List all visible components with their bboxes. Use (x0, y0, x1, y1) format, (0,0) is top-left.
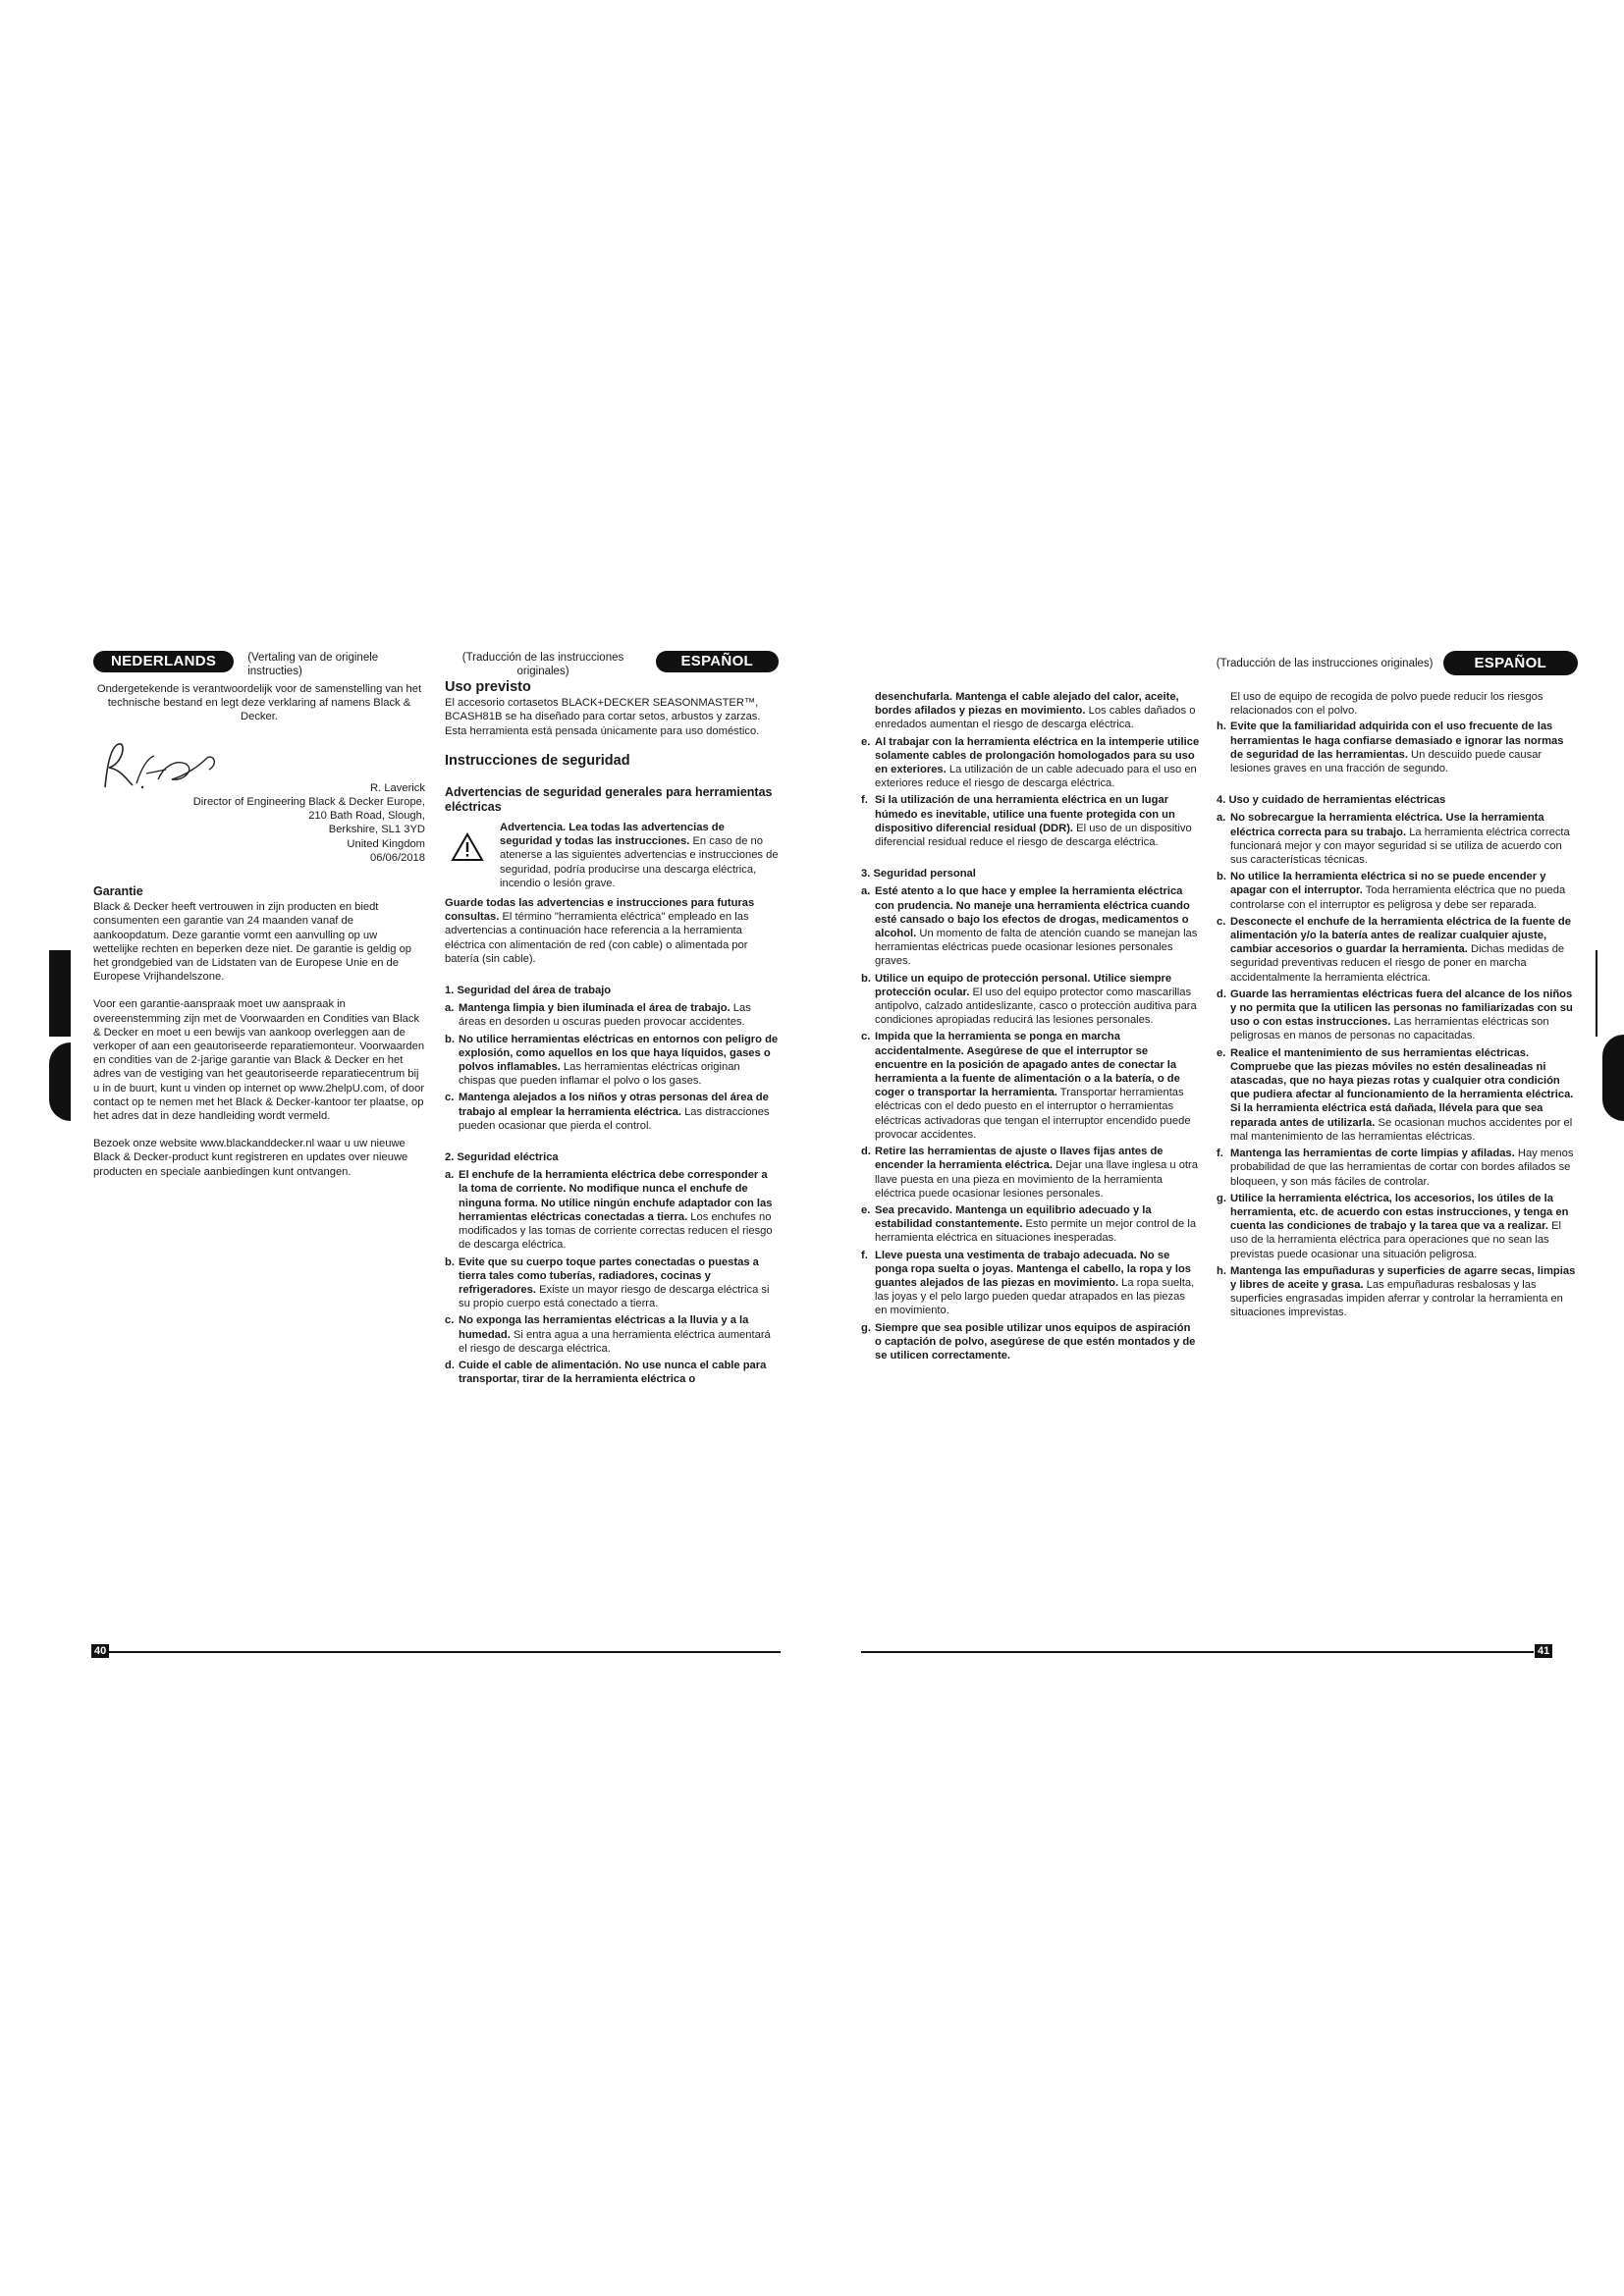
list-item-letter: e. (861, 735, 871, 748)
list-item-text: Dichas medidas de seguridad preventivas reducen el riesgo de poner en marcha accidentalmente la herramienta eléctrica. (1230, 943, 1565, 984)
list-item (1217, 1046, 1578, 1144)
list-item-bold: No utilice herramientas eléctricas en entornos con peligro de explosión, como aquellos en los que haya líquidos, gases o polvos inflamables. (459, 1033, 779, 1074)
declaration-text: Ondergetekende is verantwoordelijk voor de samenstelling van het technische bestand en legt deze verklaring af namens Black & Decker. (96, 683, 422, 723)
section-3-list (861, 884, 1200, 1362)
es-header-note: (Traducción de las instrucciones originales) (461, 652, 624, 677)
section-1-title: 1. Seguridad del área de trabajo (445, 985, 612, 997)
list-item-letter: a. (445, 1169, 455, 1182)
list-item (1217, 1264, 1578, 1320)
list-item-text: La ropa suelta, las joyas y el pelo largo pueden quedar atrapados en las piezas en movimiento. (875, 1276, 1195, 1317)
list-item (445, 1001, 779, 1029)
list-item-letter: b. (1217, 871, 1226, 883)
section-4-title: 4. Uso y cuidado de herramientas eléctricas (1217, 794, 1446, 807)
list-item-bold: Al trabajar con la herramienta eléctrica en la intemperie utilice solamente cables de prolongación homologados para su uso en exteriores. (875, 735, 1200, 776)
list-item-bold: No sobrecargue la herramienta eléctrica. Use la herramienta eléctrica correcta para su trabajo. (1230, 812, 1544, 838)
list-item (445, 1091, 779, 1133)
list-item-letter: c. (445, 1314, 455, 1327)
list-item-bold: Evite que la familiaridad adquirida con el uso frecuente de las herramientas le haga confiarse demasiado e ignorar las normas de seguridad de las herramientas. (1230, 721, 1564, 761)
list-item-bold: Mantenga las herramientas de corte limpias y afiladas. (1230, 1148, 1515, 1160)
right-page (812, 0, 1624, 2296)
list-item-letter: c. (445, 1092, 455, 1104)
list-item (1217, 811, 1578, 867)
right-language-badge: ESPAÑOL (1443, 651, 1579, 675)
list-item-bold: Esté atento a lo que hace y emplee la herramienta eléctrica con prudencia. No maneje una herramienta eléctrica cuando esté cansado o bajo los efectos de drogas, medicamentos o alcohol. (875, 885, 1190, 940)
list-item (445, 1255, 779, 1311)
list-item-bold: Lleve puesta una vestimenta de trabajo adecuada. No se ponga ropa suelta o joyas. Mantenga el cabello, la ropa y los guantes alejados de las piezas en movimiento. (875, 1249, 1192, 1289)
section-2-list (445, 1168, 779, 1386)
instrucciones-seguridad-title: Instrucciones de seguridad (445, 752, 630, 769)
section-1-list (445, 1001, 779, 1133)
list-item-text: Las áreas en desorden u oscuras pueden provocar accidentes. (459, 1002, 751, 1029)
list-item-letter: c. (1217, 915, 1226, 928)
list-item (861, 884, 1200, 968)
es-language-badge: ESPAÑOL (656, 651, 780, 672)
list-item (861, 1321, 1200, 1363)
list-item (1217, 720, 1578, 775)
list-item (861, 1145, 1200, 1201)
list-item-text: La utilización de un cable adecuado para el uso en exteriores reduce el riesgo de descarga eléctrica. (875, 764, 1197, 790)
list-item-text: Las distracciones pueden ocasionar que pierda el control. (459, 1105, 770, 1132)
list-item-text: Las herramientas eléctricas originan chispas que pueden inflamar el polvo o los gases. (459, 1061, 740, 1088)
list-item-text: Los enchufes no modificados y las tomas de corriente correctas reducen el riesgo de descarga eléctrica. (459, 1210, 773, 1252)
list-item (861, 1030, 1200, 1142)
right-column-1 (861, 690, 1200, 1365)
list-item-text: Hay menos probabilidad de que las herramientas de cortar con bordes afilados se bloqueen, y son más fáciles de controlar. (1230, 1148, 1574, 1188)
continued-item-d: desenchufarla. Mantenga el cable alejado del calor, aceite, bordes afilados y piezas en movimiento. Los cables dañados o enredados aumentan el riesgo de descarga eléctrica. (875, 691, 1196, 731)
list-item-text: Existe un mayor riesgo de descarga eléctrica si su propio cuerpo está conectado a tierra. (459, 1283, 770, 1310)
list-item (1217, 1192, 1578, 1261)
list-item-letter: h. (1217, 1264, 1226, 1277)
list-item-bold: Guarde las herramientas eléctricas fuera del alcance de los niños y no permita que la utilicen las personas no familiarizadas con su uso o con estas instrucciones. (1230, 988, 1573, 1029)
list-item-letter: c. (861, 1031, 871, 1043)
edge-line-right (1596, 950, 1597, 1037)
nl-column (93, 651, 425, 1179)
list-item-text: El uso de la herramienta eléctrica para operaciones que no sean las previstas puede ocasionar una situación peligrosa. (1230, 1220, 1562, 1260)
left-footer-rule (108, 1651, 781, 1653)
list-item-bold: Realice el mantenimiento de sus herramientas eléctricas. Compruebe que las piezas móviles no estén desalineadas ni atascadas, que no haya piezas rotas y cualquier otra condición que pudiera afectar al funcionamiento de la herramienta eléctrica. Si la herramienta eléctrica está dañada, llévela para que sea reparada antes de utilizarla. (1230, 1046, 1574, 1129)
list-item-text: Si entra agua a una herramienta eléctrica aumentará el riesgo de descarga eléctrica. (459, 1328, 771, 1355)
garantie-paragraph-3: Bezoek onze website www.blackanddecker.nl waar u uw nieuwe Black & Decker-product kunt registreren en updates over nieuwe producten en speciale aanbiedingen kunt ontvangen. (93, 1138, 408, 1178)
list-item-text: Las herramientas eléctricas son peligrosas en manos de personas no capacitadas. (1230, 1016, 1549, 1042)
section-2-title: 2. Seguridad eléctrica (445, 1151, 559, 1164)
list-item-letter: a. (861, 885, 871, 898)
list-item-letter: h. (1217, 721, 1226, 733)
list-item-letter: e. (1217, 1046, 1226, 1059)
list-item (1217, 870, 1578, 912)
nl-header-note: (Vertaling van de originele instructies) (247, 652, 379, 677)
list-item-letter: d. (1217, 988, 1226, 1000)
list-item (861, 1249, 1200, 1318)
warning-triangle-icon (451, 832, 484, 862)
list-item (861, 735, 1200, 791)
right-header-note: (Traducción de las instrucciones originales) (1216, 657, 1434, 669)
list-item-text: La herramienta eléctrica correcta funcionará mejor y con mayor seguridad si se utiliza de acuerdo con sus características técnicas. (1230, 826, 1570, 867)
list-item-letter: e. (861, 1203, 871, 1216)
list-item-bold: El enchufe de la herramienta eléctrica debe corresponder a la toma de corriente. No modifique nunca el enchufe de ninguna forma. No utilice ningún enchufe adaptador con las herramientas eléctricas conectadas a tierra. (459, 1169, 773, 1223)
list-item-bold: No exponga las herramientas eléctricas a la lluvia y a la humedad. (459, 1314, 749, 1341)
list-item-bold: No utilice la herramienta eléctrica si no se puede encender y apagar con el interruptor. (1230, 871, 1546, 897)
list-item-bold: Cuide el cable de alimentación. No use nunca el cable para transportar, tirar de la herramienta eléctrica o (459, 1359, 767, 1386)
list-item-text: Se ocasionan muchos accidentes por el mal mantenimiento de las herramientas eléctricas. (1230, 1116, 1573, 1143)
list-item (861, 972, 1200, 1028)
section-4-list (1217, 811, 1578, 1319)
list-item-text: Esto permite un mejor control de la herramienta eléctrica en situaciones inesperadas. (875, 1218, 1197, 1245)
list-item-letter: f. (861, 794, 868, 807)
list-item-bold: Retire las herramientas de ajuste o llaves fijas antes de encender la herramienta eléctrica. (875, 1146, 1164, 1172)
es-column-left-page (445, 651, 779, 1389)
list-item (1217, 1147, 1578, 1189)
list-item-bold: Desconecte el enchufe de la herramienta eléctrica de la fuente de alimentación y/o la batería antes de realizar cualquier ajuste, cambiar accesorios o guardar la herramienta. (1230, 915, 1571, 956)
list-item-letter: f. (861, 1249, 868, 1261)
list-item-letter: b. (445, 1033, 455, 1045)
list-item-bold: Utilice un equipo de protección personal. Utilice siempre protección ocular. (875, 972, 1172, 998)
list-item (1217, 988, 1578, 1043)
list-item-text: Dejar una llave inglesa u otra llave puesta en una pieza en movimiento de la herramienta eléctrica puede ocasionar lesiones personales. (875, 1159, 1198, 1200)
list-item-bold: Siempre que sea posible utilizar unos equipos de aspiración o captación de polvo, asegúrese de que estén montados y de se utilicen correctamente. (875, 1321, 1196, 1362)
right-column-2 (1217, 690, 1578, 1323)
list-item (861, 793, 1200, 849)
list-item-bold: Si la utilización de una herramienta eléctrica en un lugar húmedo es inevitable, utilice una fuente protegida con un dispositivo diferencial residual (DDR). (875, 794, 1175, 834)
uso-previsto-text: El accesorio cortasetos BLACK+DECKER SEASONMASTER™, BCASH81B se ha diseñado para cortar setos, arbustos y zarzas. Esta herramienta está pensada únicamente para uso doméstico. (445, 697, 761, 737)
list-item-letter: g. (1217, 1192, 1226, 1204)
section-2-continued-list (861, 735, 1200, 850)
edge-tab-top (49, 950, 71, 1037)
nl-language-badge: NEDERLANDS (93, 651, 234, 672)
list-item (445, 1168, 779, 1252)
list-item-bold: Utilice la herramienta eléctrica, los accesorios, los útiles de la herramienta, etc. de acuerdo con estas instrucciones, y tenga en cuenta las condiciones de trabajo y la tarea que va a realizar. (1230, 1192, 1569, 1233)
list-item-text: Toda herramienta eléctrica que no pueda controlarse con el interruptor es peligrosa y debe ser reparada. (1230, 884, 1566, 911)
page-number-left: 40 (91, 1644, 109, 1658)
list-item-text: Las empuñaduras resbalosas y las superficies engrasadas impiden aferrar y controlar la herramienta en situaciones imprevistas. (1230, 1278, 1563, 1319)
list-item-bold: Mantenga las empuñaduras y superficies de agarre secas, limpias y libres de aceite y grasa. (1230, 1264, 1576, 1291)
warning-block (445, 821, 779, 890)
right-header (1165, 651, 1578, 675)
page-number-right: 41 (1535, 1644, 1552, 1658)
continued-text: El uso de equipo de recogida de polvo puede reducir los riesgos relacionados con el polvo. (1230, 691, 1543, 718)
garantie-title: Garantie (93, 884, 143, 899)
list-item-letter: g. (861, 1321, 871, 1334)
list-item-text: Un descuido puede causar lesiones graves en una fracción de segundo. (1230, 748, 1543, 775)
list-item (445, 1313, 779, 1356)
list-item-bold: Impida que la herramienta se ponga en marcha accidentalmente. Asegúrese de que el interruptor se encuentre en la posición de apagado antes de conectar la herramienta a la fuente de alimentación o a la batería, o de coger o transportar la herramienta. (875, 1031, 1180, 1099)
right-footer-rule (861, 1651, 1534, 1653)
edge-tab-bottom (49, 1042, 71, 1121)
edge-tab-right (1602, 1035, 1624, 1121)
list-item-letter: f. (1217, 1148, 1223, 1160)
list-item-bold: Sea precavido. Mantenga un equilibrio adecuado y la estabilidad constantemente. (875, 1203, 1152, 1231)
list-item (445, 1033, 779, 1089)
uso-previsto-title: Uso previsto (445, 679, 531, 695)
signer-block: R. Laverick Director of Engineering Black & Decker Europe, 210 Bath Road, Slough, Berkshire, SL1 3YD United Kingdom 06/06/2018 (192, 781, 425, 864)
list-item-text: El uso del equipo protector como mascarillas antipolvo, calzado antideslizante, casco o protección auditiva para condiciones apropiadas reducirá las lesiones personales. (875, 986, 1197, 1027)
guarde-paragraph: Guarde todas las advertencias e instrucciones para futuras consultas. El término "herramienta eléctrica" empleado en las advertencias a continuación hace referencia a la herramienta eléctrica con alimentación de red (con cable) o alimentada por batería (sin cable). (445, 897, 755, 965)
list-item-letter: d. (445, 1359, 455, 1371)
warning-bold: Advertencia. Lea todas las advertencias de seguridad y todas las instrucciones. (500, 822, 725, 848)
section-3-item-h (1217, 720, 1578, 775)
list-item-letter: d. (861, 1146, 871, 1158)
list-item-bold: Evite que su cuerpo toque partes conectadas o puestas a tierra tales como tuberías, radiadores, cocinas y refrigeradores. (459, 1255, 759, 1296)
list-item-text: Un momento de falta de atención cuando se manejan las herramientas eléctricas puede ocasionar lesiones personales graves. (875, 928, 1198, 968)
list-item-bold: Mantenga alejados a los niños y otras personas del área de trabajo al emplear la herramienta eléctrica. (459, 1092, 769, 1118)
list-item-letter: b. (861, 972, 871, 985)
list-item-letter: b. (445, 1255, 455, 1268)
section-3-title: 3. Seguridad personal (861, 868, 976, 881)
garantie-paragraph-1: Black & Decker heeft vertrouwen in zijn producten en biedt consumenten een garantie van 24 maanden vanaf de aankoopdatum. Deze garantie vormt een aanvulling op uw wettelijke rechten en beperken deze niet. De garantie is geldig op het grondgebied van de Lidstaten van de Europese Unie en de Europese Vrijhandelszone. (93, 901, 412, 984)
list-item-letter: a. (445, 1002, 455, 1015)
garantie-paragraph-2: Voor een garantie-aanspraak moet uw aanspraak in overeenstemming zijn met de Voorwaarden en Condities van Black & Decker en moet u een bewijs van aankoop overleggen aan de verkoper of aan een geautoriseerde reparatiemonteur. Voorwaarden en condities van de 2-jarige garantie van Black & Decker en het adres van de vestiging van het geautoriseerde reparatiecentrum bij u in de buurt, kunt u vinden op internet op www.2helpU.com, of door contact op te nemen met het Black & Decker-kantoor ter plaatse, op het adres dat in deze handleiding wordt vermeld. (93, 998, 425, 1123)
warning-text: En caso de no atenerse a las siguientes advertencias e instrucciones de seguridad, podría producirse una descarga eléctrica, incendio o lesión grave. (500, 835, 779, 889)
list-item-text: El uso de un dispositivo diferencial residual reduce el riesgo de descarga eléctrica. (875, 822, 1192, 849)
list-item (1217, 915, 1578, 985)
list-item-letter: a. (1217, 812, 1226, 825)
list-item-bold: Mantenga limpia y bien iluminada el área de trabajo. (459, 1002, 731, 1015)
list-item (445, 1359, 779, 1386)
advertencias-title: Advertencias de seguridad generales para herramientas eléctricas (445, 785, 773, 815)
list-item-text: Transportar herramientas eléctricas con el dedo puesto en el interruptor o herramientas eléctricas activadoras que tengan el interruptor encendido puede provocar accidentes. (875, 1087, 1191, 1141)
list-item (861, 1203, 1200, 1246)
